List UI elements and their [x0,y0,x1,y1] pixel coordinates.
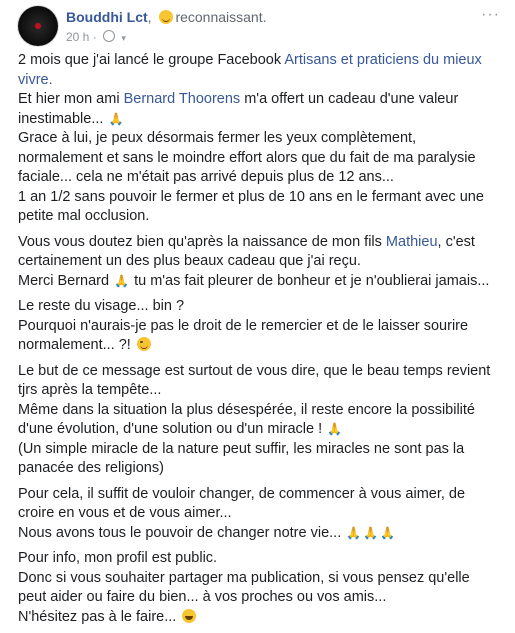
p5-text-a: Pour cela, il suffit de vouloir changer, de commencer à vous aimer, de croire en vous et de vous aimer... [18,485,466,521]
more-options-icon[interactable]: ··· [481,6,500,23]
paragraph-4 [18,362,500,479]
p1-text-e: 1 an 1/2 sans pouvoir le fermer et plus de 10 ans en le fermant avec une petite mal occlusion. [18,188,484,224]
post-timestamp[interactable]: 20 h [66,30,90,44]
p2-text-b: , c'est certainement un des plus beaux cadeau que j'ai reçu. [18,233,475,269]
feeling-text: reconnaissant. [175,9,267,25]
pray-emoji-icon: 🙏 [363,525,379,540]
group-link[interactable]: Artisans et praticiens du mieux vivre. [18,52,482,88]
smile-emoji-icon [159,10,173,24]
author-name-link[interactable]: Bouddhi Lct [66,9,148,25]
globe-icon[interactable] [103,30,115,42]
wink-emoji-icon [137,337,151,351]
paragraph-2 [18,233,500,292]
paragraph-6 [18,549,500,627]
p2-text-a: Vous vous doutez bien qu'après la naissance de mon fils [18,233,386,250]
p1-text-b: Et hier mon ami [18,91,124,107]
p3-text-b: Pourquoi n'aurais-je pas le droit de le remercier et de le laisser sourire normalement... ?! [18,317,469,353]
pray-emoji-icon: 🙏 [346,525,362,540]
p5-text-b: Nous avons tous le pouvoir de changer notre vie... [18,524,346,541]
friend-link[interactable]: Bernard Thoorens [123,91,241,107]
meta-separator: · [92,30,97,44]
p6-text-b: Donc si vous souhaiter partager ma publication, si vous pensez qu'elle peut aider ou faire du bien... à vos proches ou vos amis... [18,569,470,605]
p2-text-c: Merci Bernard [18,272,114,289]
son-link[interactable]: Mathieu [385,233,438,250]
post-author-line [66,9,267,25]
pray-emoji-icon: 🙏 [114,273,130,288]
p1-text-d: Grace à lui, je peux désormais fermer les yeux complètement, normalement et sans le moindre effort alors que du fait de ma paralysie faciale... cela ne m'était pas arrivé depuis plus de 12 ans... [18,130,476,185]
avatar-icon[interactable] [18,6,58,46]
paragraph-1 [18,51,500,227]
post-body [18,51,500,633]
p4-text-b: Même dans la situation la plus désespérée, il reste encore la possibilité d'une évolution, d'une solution ou d'un miracle ! [18,401,475,437]
pray-emoji-icon: 🙏 [327,422,343,436]
post-header [18,6,508,46]
p6-text-c: N'hésitez pas à le faire... [18,608,181,625]
p2-text-d: tu m'as fait pleurer de bonheur et je n'oublierai jamais... [130,272,490,289]
feeling-separator: , [147,9,152,25]
grin-emoji-icon [182,609,196,623]
paragraph-3 [18,297,500,356]
pray-emoji-icon: 🙏 [108,111,124,126]
chevron-down-icon[interactable]: ▾ [121,33,126,43]
p4-text-c: (Un simple miracle de la nature peut suffir, les miracles ne sont pas la panacée des religions) [18,440,465,476]
p1-text-a: 2 mois que j'ai lancé le groupe Facebook [18,52,285,68]
p4-text-a: Le but de ce message est surtout de vous dire, que le beau temps revient tjrs après la tempête... [18,362,491,398]
p6-text-a: Pour info, mon profil est public. [18,550,218,566]
pray-emoji-icon: 🙏 [380,525,396,540]
p1-text-c: m'a offert un cadeau d'une valeur inestimable... [18,91,459,127]
post-meta [66,30,126,44]
p3-text-a: Le reste du visage... bin ? [18,298,185,314]
paragraph-5 [18,485,500,544]
